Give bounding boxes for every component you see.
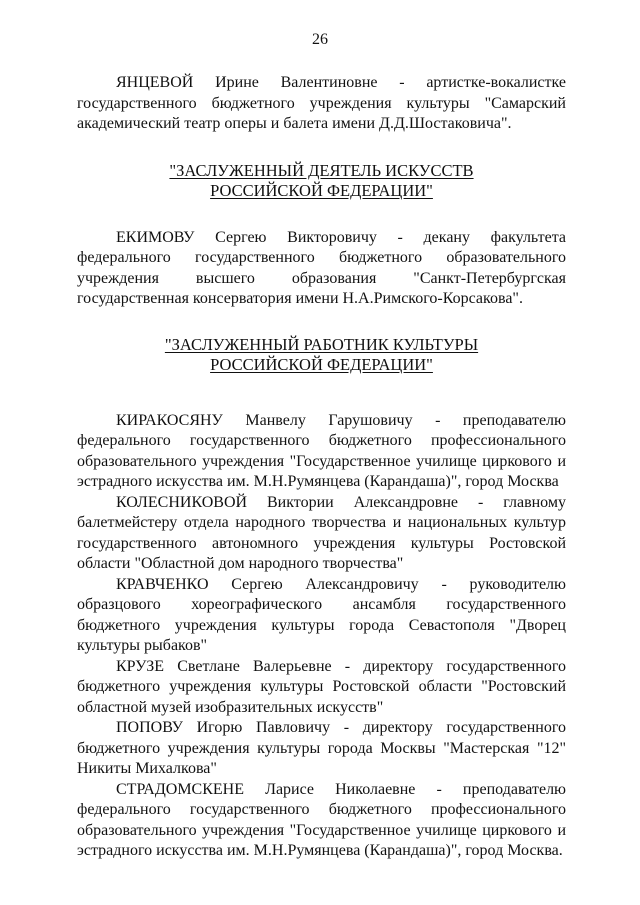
award-entry-kolesnikova: КОЛЕСНИКОВОЙ Виктории Александровне - главному балетмейстеру отдела народного творчества и национальных культур государственного автономного учреждения культуры Ростовской области "Областной дом народного творчества" — [77, 493, 566, 572]
award-entry-yantseva: ЯНЦЕВОЙ Ирине Валентиновне - артистке-вокалистке государственного бюджетного учреждения культуры "Самарский академический театр оперы и балета имени Д.Д.Шостаковича". — [77, 74, 566, 132]
heading-line: РОССИЙСКОЙ ФЕДЕРАЦИИ" — [210, 181, 433, 200]
award-entry-kirakosyan: КИРАКОСЯНУ Манвелу Гарушовичу - преподавателю федерального государственного бюджетного профессионального образовательного учреждения "Государственное училище циркового и эстрадного искусства им. М.Н.Румянцева (Карандаша)", город Москва — [77, 411, 566, 490]
award-heading-honored-art-worker — [77, 161, 566, 202]
document-body — [77, 73, 566, 862]
heading-line: "ЗАСЛУЖЕННЫЙ ДЕЯТЕЛЬ ИСКУССТВ — [169, 160, 474, 180]
heading-line: РОССИЙСКОЙ ФЕДЕРАЦИИ" — [210, 355, 433, 374]
award-entry-stradomskene: СТРАДОМСКЕНЕ Ларисе Николаевне - преподавателю федерального государственного бюджетного профессионального образовательного учреждения "Государственное училище циркового и эстрадного искусства им. М.Н.Румянцева (Карандаша)", город Москва. — [77, 780, 566, 859]
award-entry-ekimov: ЕКИМОВУ Сергею Викторовичу - декану факультета федерального государственного бюджетного образовательного учреждения высшего образования "Санкт-Петербургская государственная консерватория имени Н.А.Римского-Корсакова". — [77, 228, 566, 307]
award-entry-kruze: КРУЗЕ Светлане Валерьевне - директору государственного бюджетного учреждения культуры Ростовской области "Ростовский областной музей изобразительных искусств" — [77, 657, 566, 716]
heading-line: "ЗАСЛУЖЕННЫЙ РАБОТНИК КУЛЬТУРЫ — [164, 334, 479, 354]
award-entry-kravchenko: КРАВЧЕНКО Сергею Александровичу - руководителю образцового хореографического ансамбля государственного бюджетного учреждения культуры города Севастополя "Дворец культуры рыбаков" — [77, 575, 566, 654]
award-entry-popov: ПОПОВУ Игорю Павловичу - директору государственного бюджетного учреждения культуры города Москвы "Мастерская "12" Никиты Михалкова" — [77, 719, 566, 777]
award-heading-honored-culture-worker — [77, 335, 566, 376]
page-number: 26 — [312, 31, 328, 48]
